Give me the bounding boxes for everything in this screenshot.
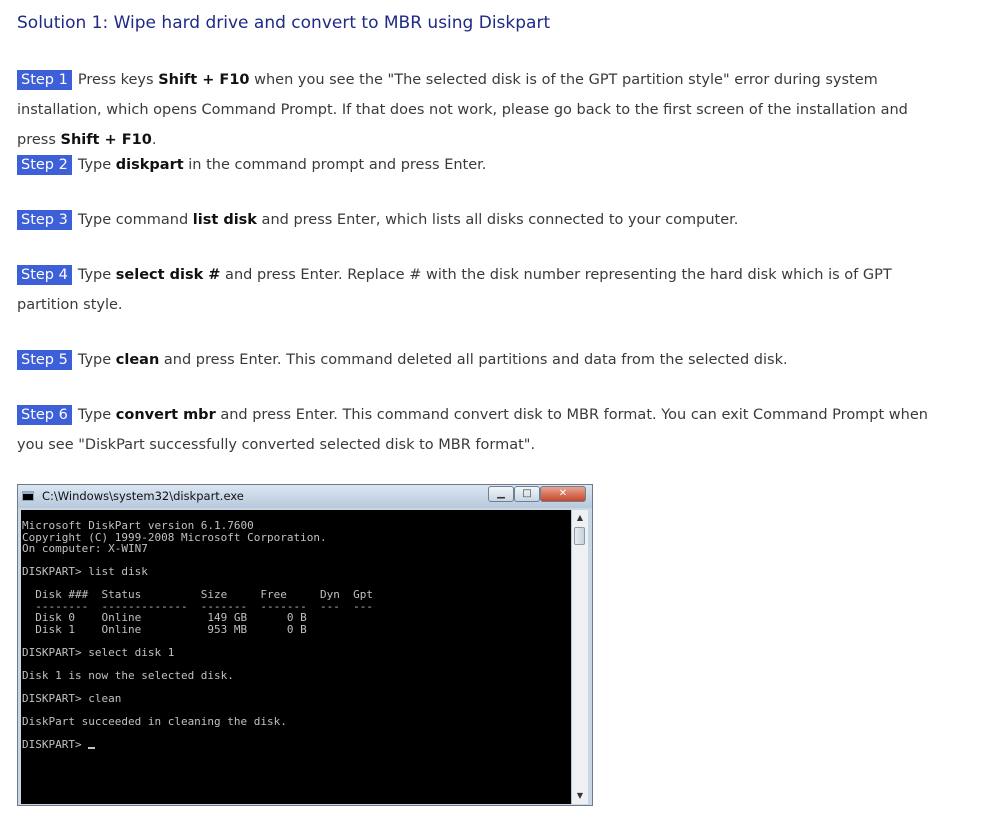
- window-titlebar: [18, 485, 592, 508]
- step-badge: Step 1: [17, 70, 72, 90]
- step-text: and press Enter. This command convert disk to MBR format. You can exit Command Prompt when you see "DiskPart successfully converted selected disk to MBR format".: [17, 407, 928, 453]
- step-keyword: Shift + F10: [158, 72, 250, 88]
- step-badge: Step 2: [17, 155, 72, 175]
- step-5-paragraph: [17, 345, 947, 375]
- step-text: and press Enter. Replace # with the disk number representing the hard disk which is of GPT partition style.: [17, 267, 892, 313]
- step-keyword: diskpart: [115, 157, 184, 173]
- maximize-button[interactable]: □: [514, 486, 540, 502]
- step-text: when you see the "The selected disk is of the GPT partition style" error during system installation, which opens Command Prompt. If that does not work, please go back to the first screen of the installation and press: [17, 72, 908, 148]
- step-badge: Step 3: [17, 210, 72, 230]
- step-text: Press keys: [77, 72, 159, 88]
- scroll-up-arrow-icon[interactable]: ▲: [576, 513, 584, 522]
- window-title: C:\Windows\system32\diskpart.exe: [42, 489, 244, 503]
- step-6-paragraph: [17, 400, 947, 460]
- step-text: in the command prompt and press Enter.: [183, 157, 487, 173]
- page-title: Solution 1: Wipe hard drive and convert to MBR using Diskpart: [17, 13, 551, 33]
- step-text: Type: [77, 352, 116, 368]
- step-keyword: clean: [115, 352, 160, 368]
- diskpart-window-screenshot: [17, 484, 593, 806]
- step-text: Type: [77, 407, 116, 423]
- step-1-paragraph: [17, 65, 947, 155]
- console-output: [21, 510, 571, 804]
- step-badge: Step 5: [17, 350, 72, 370]
- console-cursor: [88, 747, 95, 749]
- scroll-down-arrow-icon[interactable]: ▼: [576, 791, 584, 800]
- step-text: and press Enter. This command deleted all partitions and data from the selected disk.: [159, 352, 788, 368]
- close-button[interactable]: ✕: [540, 486, 586, 502]
- step-text: and press Enter, which lists all disks connected to your computer.: [256, 212, 739, 228]
- step-badge: Step 4: [17, 265, 72, 285]
- step-keyword: list disk: [192, 212, 257, 228]
- console-app-icon: [22, 491, 34, 501]
- step-3-paragraph: [17, 205, 947, 235]
- step-text: Type: [77, 267, 116, 283]
- vertical-scrollbar[interactable]: [571, 510, 588, 804]
- step-keyword: select disk #: [115, 267, 221, 283]
- scroll-thumb[interactable]: [574, 527, 585, 545]
- step-keyword: Shift + F10: [60, 132, 152, 148]
- step-keyword: convert mbr: [115, 407, 216, 423]
- console-text: [22, 520, 373, 750]
- step-text: Type command: [77, 212, 193, 228]
- console-lines: Microsoft DiskPart version 6.1.7600 Copyright (C) 1999-2008 Microsoft Corporation. On computer: X-WIN7 DISKPART> list disk Disk ### Status Size Free Dyn Gpt -------- ------------- ------- ------- --- --- Disk 0 Online 149 GB 0 B Disk 1 Online 953 MB 0 B DISKPART> select disk 1 Disk 1 is now the selected disk. DISKPART> clean DiskPart succeeded in cleaning the disk. DISKPART>: [22, 519, 373, 751]
- step-4-paragraph: [17, 260, 947, 320]
- minimize-button[interactable]: ▁: [488, 486, 514, 502]
- step-badge: Step 6: [17, 405, 72, 425]
- step-2-paragraph: [17, 150, 947, 180]
- step-text: Type: [77, 157, 116, 173]
- step-text: .: [151, 132, 157, 148]
